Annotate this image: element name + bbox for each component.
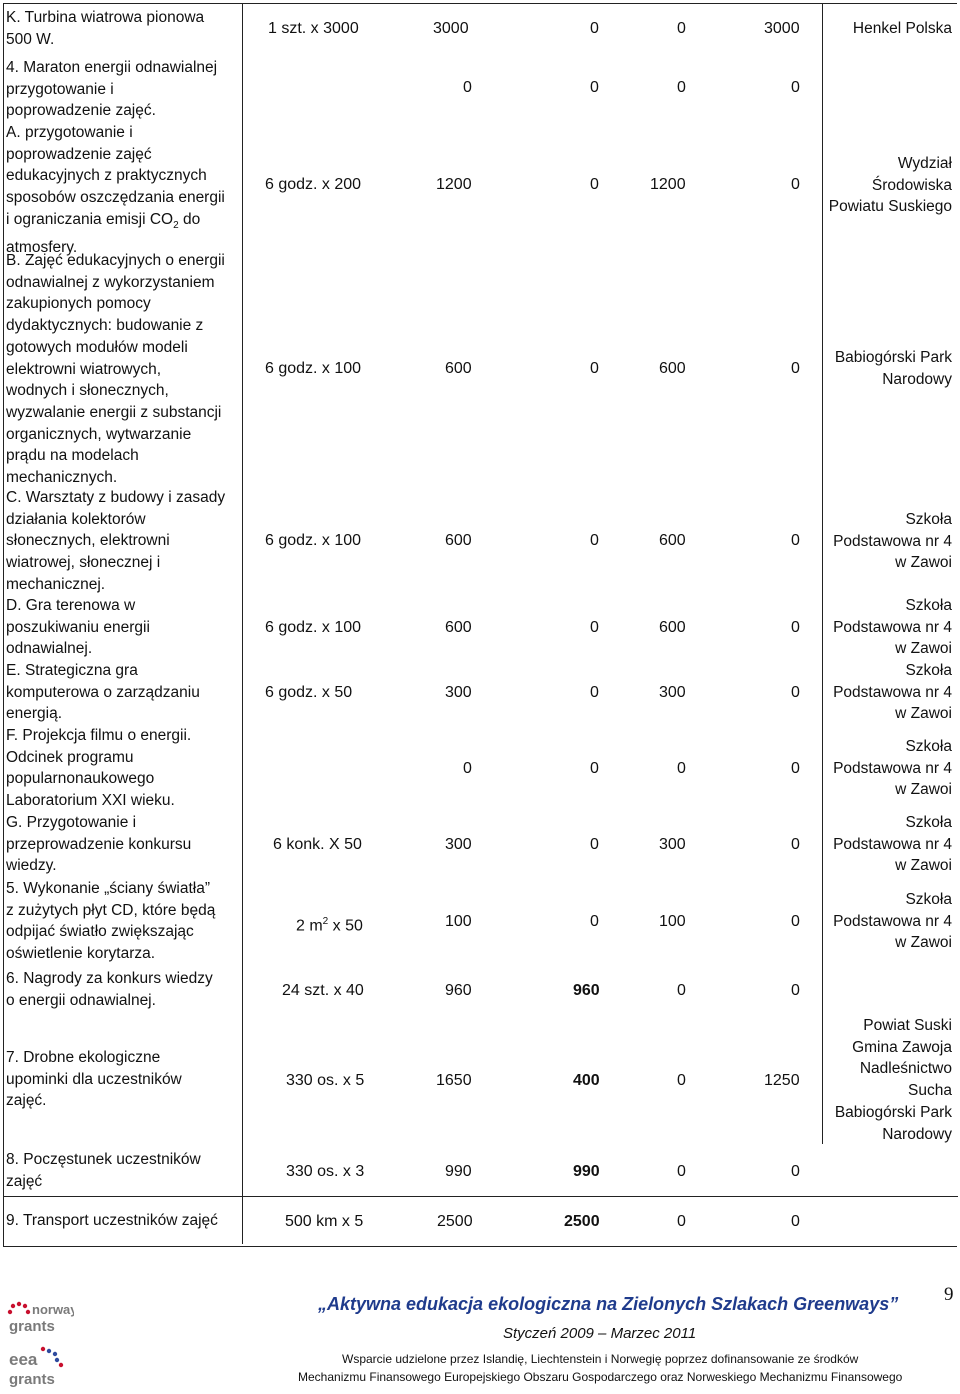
description-line: zajęć [6,1172,43,1190]
organization-line: Szkoła [905,738,952,755]
table-row-description [6,725,238,812]
total-cell: 990 [445,1163,472,1180]
total-cell: 300 [445,684,472,701]
description-line: oświetlenie korytarza. [6,945,156,963]
funding-note: Mechanizmu Finansowego Europejskiego Obszaru Gospodarczego oraz Norweskiego Mechanizmu Finansowego [298,1370,903,1384]
table-row-description [6,878,238,965]
description-line: wodnych i słonecznych, [6,382,169,400]
organization-line: Nadleśnictwo [859,1060,952,1078]
table-row-description [6,250,238,489]
table-row-description [6,7,238,50]
total-cell: 2500 [437,1213,473,1230]
total-cell: 3000 [433,20,469,37]
description-line: G. Przygotowanie i [6,814,137,831]
own-contribution-cell: 400 [573,1072,600,1089]
description-line: 9. Transport uczestników zajęć [6,1212,218,1229]
organization-line: Sucha [908,1082,952,1100]
description-line: odnawialnej z wykorzystaniem [6,273,215,291]
total-cell: 600 [445,360,472,377]
description-line: 5. Wykonanie „ściany światła” [6,880,211,897]
own-contribution-cell: 0 [590,684,599,701]
norway-grants-logo [4,1298,74,1338]
cost-cell: 0 [677,20,686,37]
organization-line: Gmina Zawoja [852,1038,952,1056]
table-row-description [6,812,238,877]
organization-line: Babiogórski Park [834,349,952,366]
description-line: popularnonaukowego [6,770,155,788]
quantity-cell: 6 godz. x 100 [265,532,362,549]
partner-organization [802,1015,952,1145]
table-row-description [6,1047,238,1112]
description-line: zajęć. [6,1092,47,1110]
description-line: Laboratorium XXI wieku. [6,792,175,810]
cost-cell: 0 [791,982,800,999]
own-contribution-cell: 0 [590,20,599,37]
cost-cell: 0 [677,760,686,777]
organization-line: Powiat Suski [863,1017,952,1034]
organization-line: w Zawoi [895,934,952,952]
description-line: działania kolektorów [6,510,146,528]
cost-cell: 0 [677,1072,686,1089]
description-line: C. Warsztaty z budowy i zasady [6,489,226,506]
table-row-description [6,487,238,596]
cost-cell: 3000 [764,20,800,37]
own-contribution-cell: 990 [573,1163,600,1180]
square-superscript: 2 [322,916,329,927]
table-row-description [6,57,238,122]
partner-organization [802,509,952,574]
description-line: upominki dla uczestników [6,1070,182,1088]
cost-cell: 0 [791,836,800,853]
description-line: atmosfery. [6,238,78,256]
organization-line: Podstawowa nr 4 [833,759,952,777]
quantity-cell: 6 konk. X 50 [273,836,362,853]
description-line: słonecznych, elektrowni [6,532,170,550]
total-cell: 960 [445,982,472,999]
partner-organization [802,812,952,877]
description-line: 4. Maraton energii odnawialnej [6,59,218,76]
cost-cell: 0 [791,1213,800,1230]
logo-text: grants [9,1371,55,1388]
partner-organization [802,153,952,218]
eea-grants-logo [4,1345,74,1389]
cost-cell: 300 [659,684,686,701]
cost-cell: 0 [791,684,800,701]
organization-line: Szkoła [905,597,952,614]
organization-line: Środowiska [871,176,952,194]
description-line: wiedzy. [6,857,57,875]
total-cell: 600 [445,532,472,549]
partner-organization [802,595,952,660]
organization-line: Szkoła [905,814,952,831]
total-cell: 100 [445,913,472,930]
organization-line: w Zawoi [895,857,952,875]
total-cell: 1650 [436,1072,472,1089]
description-line: poszukiwaniu energii [6,618,150,636]
cost-cell: 600 [659,360,686,377]
quantity-cell: 6 godz. x 200 [265,176,362,193]
organization-line: Szkoła [905,511,952,528]
organization-line: Podstawowa nr 4 [833,912,952,930]
cost-cell: 0 [791,360,800,377]
description-line: 7. Drobne ekologiczne [6,1049,161,1066]
total-cell: 600 [445,619,472,636]
cost-cell: 0 [791,760,800,777]
cost-cell: 0 [677,1213,686,1230]
quantity-text: x 50 [328,917,363,935]
cost-cell: 0 [677,1163,686,1180]
cost-cell: 0 [677,79,686,96]
description-line: Odcinek programu [6,748,134,766]
table-row-description [6,1149,238,1192]
total-cell: 0 [463,760,472,777]
funding-note: Wsparcie udzielone przez Islandię, Liechtenstein i Norwegię poprzez dofinansowanie ze środków [342,1352,859,1366]
own-contribution-cell: 0 [590,176,599,193]
own-contribution-cell: 0 [590,836,599,853]
description-line: komputerowa o zarządzaniu [6,683,200,701]
cost-cell: 300 [659,836,686,853]
description-line: odnawialnej. [6,640,93,658]
organization-line: w Zawoi [895,705,952,723]
quantity-cell: 6 godz. x 100 [265,360,362,377]
description-line: wiatrowej, słonecznej i [6,554,161,572]
organization-line: Narodowy [882,370,952,388]
cost-cell: 0 [791,619,800,636]
description-line: 8. Poczęstunek uczestników [6,1151,201,1168]
description-line: elektrowni wiatrowych, [6,360,162,378]
co2-subscript: 2 [173,219,179,231]
cost-cell: 600 [659,619,686,636]
quantity-cell [296,911,363,937]
description-text: i ograniczania emisji CO [6,210,174,228]
organization-line: w Zawoi [895,554,952,572]
organization-line: Podstawowa nr 4 [833,683,952,701]
own-contribution-cell: 0 [590,760,599,777]
description-line: E. Strategiczna gra [6,662,138,679]
description-line: sposobów oszczędzania energii [6,189,225,207]
logo-text: grants [9,1318,55,1335]
quantity-cell: 6 godz. x 100 [265,619,362,636]
description-line: poprowadzenie zajęć. [6,102,156,120]
description-line: F. Projekcja filmu o energii. [6,727,192,744]
partner-organization [802,660,952,725]
organization-line: w Zawoi [895,781,952,799]
description-line: przeprowadzenie konkursu [6,835,192,853]
partner-organization [802,18,952,40]
description-line: K. Turbina wiatrowa pionowa [6,9,205,26]
own-contribution-cell: 0 [590,79,599,96]
description-text: do [178,210,201,228]
organization-line: Narodowy [882,1125,952,1143]
quantity-cell: 330 os. x 3 [286,1163,365,1180]
partner-organization [802,736,952,801]
cost-cell: 0 [791,176,800,193]
logo-text: eea [9,1350,38,1369]
description-line: przygotowanie i [6,80,114,98]
logo-text: norway [32,1302,74,1317]
cost-cell: 100 [659,913,686,930]
description-line: edukacyjnych z praktycznych [6,167,207,185]
description-line: z zużytych płyt CD, które będą [6,901,216,919]
own-contribution-cell: 960 [573,982,600,999]
cost-cell: 1200 [650,176,686,193]
total-cell: 300 [445,836,472,853]
description-line: wyzwalanie energii z substancji [6,403,222,421]
cost-cell: 0 [791,532,800,549]
partner-organization [802,889,952,954]
own-contribution-cell: 2500 [564,1213,600,1230]
table-row-description [6,595,238,660]
quantity-text: 2 m [296,917,323,935]
cost-cell: 0 [791,79,800,96]
page-number: 9 [944,1284,954,1305]
table-row-description [6,122,238,258]
project-title: „Aktywna edukacja ekologiczna na Zielonych Szlakach Greenways” [318,1294,899,1314]
cost-cell: 1250 [764,1072,800,1089]
description-line: odpijać światło zwiększając [6,923,194,941]
organization-line: Wydział [897,155,952,172]
description-line: mechanicznych. [6,469,118,487]
description-line: dydaktycznych: budowanie z [6,317,204,335]
quantity-cell: 1 szt. x 3000 [268,20,359,37]
table-row-description [6,1210,238,1232]
description-line [6,209,238,237]
quantity-cell: 24 szt. x 40 [282,982,364,999]
table-row-divider-transport [4,1196,958,1197]
description-line: D. Gra terenowa w [6,597,136,614]
organization-line: Podstawowa nr 4 [833,835,952,853]
organization-line: Podstawowa nr 4 [833,532,952,550]
description-line: prądu na modelach [6,447,139,465]
cost-cell: 600 [659,532,686,549]
description-line: poprowadzenie zajęć [6,145,152,163]
quantity-cell: 6 godz. x 50 [265,684,353,701]
partner-organization [802,347,952,390]
description-line: energią. [6,705,63,723]
own-contribution-cell: 0 [590,360,599,377]
table-divider-description [242,4,243,1244]
description-line: o energii odnawialnej. [6,991,156,1009]
cost-cell: 0 [791,913,800,930]
description-line: gotowych modułów modeli [6,338,188,356]
organization-line: w Zawoi [895,640,952,658]
total-cell: 1200 [436,176,472,193]
cost-cell: 0 [677,982,686,999]
own-contribution-cell: 0 [590,913,599,930]
quantity-cell: 330 os. x 5 [286,1072,365,1089]
organization-line: Szkoła [905,891,952,908]
description-line: zakupionych pomocy [6,295,151,313]
organization-line: Podstawowa nr 4 [833,618,952,636]
organization-line: Szkoła [905,662,952,679]
project-dates: Styczeń 2009 – Marzec 2011 [503,1325,697,1342]
organization-line: Powiatu Suskiego [828,198,952,216]
total-cell: 0 [463,79,472,96]
description-line: mechanicznej. [6,575,106,593]
description-line: organicznych, wytwarzanie [6,425,192,443]
quantity-cell: 500 km x 5 [285,1213,364,1230]
own-contribution-cell: 0 [590,619,599,636]
organization-line: Henkel Polska [852,20,952,37]
table-row-description [6,660,238,725]
own-contribution-cell: 0 [590,532,599,549]
organization-line: Babiogórski Park [834,1103,952,1121]
table-row-description [6,968,238,1011]
description-line: A. przygotowanie i [6,124,133,141]
description-line: 500 W. [6,30,55,48]
description-line: B. Zajęć edukacyjnych o energii [6,252,225,269]
description-line: 6. Nagrody za konkurs wiedzy [6,970,213,987]
cost-cell: 0 [791,1163,800,1180]
